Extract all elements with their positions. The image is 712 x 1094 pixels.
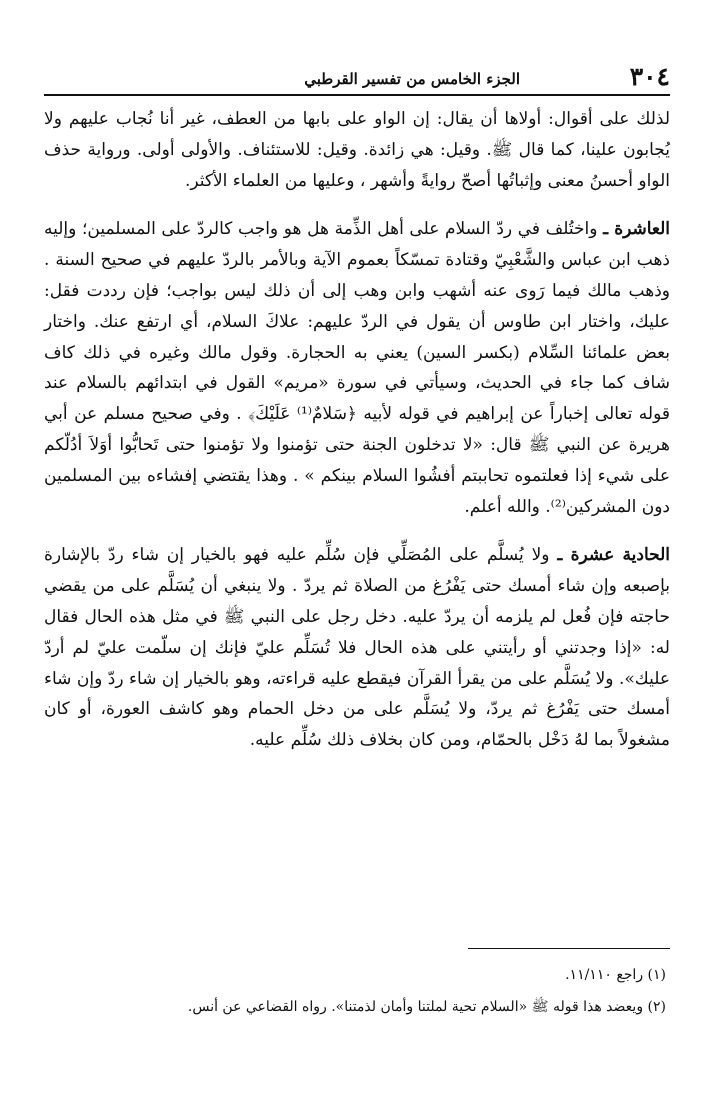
- page-number: ٣٠٤: [629, 62, 670, 91]
- section-lead-tenth: العاشرة ـ: [603, 219, 671, 240]
- paragraph-eleventh-text: ولا يُسلَّم على المُصَلِّي فإن سُلِّم عليه فهو بالخيار إن شاء ردّ بالإشارة بإصبعه وإن شاء أمسك حتى يَفْرُغ من الصلاة ثم يردّ . ولا ينبغي أن يُسَلَّم على من يقضي حاجته فإن فُعل لم يلزمه أن يردّ عليه. دخل رجل على النبي ﷺ في مثل هذه الحال فقال له: «إذا وجدتني أو رأيتني على هذه الحال فلا تُسَلِّم عليّ فإنك إن سلّمت عليّ لم أردّ عليك». ولا يُسَلَّم على من يقرأ القرآن فيقطع عليه قراءته، وهو بالخيار إن شاء ردّ وإن شاء أمسك حتى يَفْرُغ ثم يردّ، ولا يُسَلَّم على من دخل الحمام وهو كاشف العورة، أو كان مشغولاً بما لهُ دَخْل بالحمّام، ومن كان بخلاف ذلك سُلِّم عليه.: [44, 545, 670, 751]
- footnote-1: (١) راجع ١١/١١٠.: [565, 967, 666, 983]
- footnote-rule: [468, 948, 670, 949]
- paragraph-tenth: [44, 214, 670, 522]
- header-rule: [44, 94, 670, 96]
- footnote-2: (٢) ويعضد هذا قوله ﷺ «السلام تحية لملتنا وأمان لذمتنا». رواه القضاعي عن أنس.: [187, 999, 666, 1015]
- section-lead-eleventh: الحادية عشرة ـ: [557, 545, 671, 566]
- body-text: [44, 104, 670, 756]
- running-title: الجزء الخامس من تفسير القرطبي: [304, 70, 520, 88]
- paragraph-eleventh: [44, 540, 670, 756]
- paragraph-1: لذلك على أقوال: أولاها أن يقال: إن الواو على بابها من العطف، غير أنا نُجاب عليهم ولا يُجابون علينا، كما قال ﷺ. وقيل: هي زائدة. وقيل: للاستئناف. والأولى أولى. ورواية حذف الواو أحسنُ معنى وإثباتُها أصحّ روايةً وأشهر ، وعليها من العلماء الأكثر.: [44, 109, 670, 191]
- paragraph-tenth-text: واختُلف في ردّ السلام على أهل الذِّمة هل هو واجب كالردّ على المسلمين؛ وإليه ذهب ابن عباس والشَّعْبِيّ وقتادة تمسّكاً بعموم الآية وبالأمر بالردّ عليهم في صحيح السنة . وذهب مالك فيما رَوى عنه أشهب وابن وهب إلى أن ذلك ليس بواجب؛ فإن رددت فقل: عليك، واختار ابن طاوس أن يقول في الردّ عليهم: علاكَ السلام، أي ارتفع عنك. واختار بعض علمائنا السِّلام (بكسر السين) يعني به الحجارة. وقول مالك وغيره في ذلك كاف شاف كما جاء في الحديث، وسيأتي في سورة «مريم» القول في ابتدائهم بالسلام عند قوله تعالى إخباراً عن إبراهيم في قوله لأبيه ﴿سَلامٌ⁽¹⁾ عَلَيْكَ﴾ . وفي صحيح مسلم عن أبي هريرة عن النبي ﷺ قال: «لا تدخلون الجنة حتى تؤمنوا ولا تؤمنوا حتى تَحابُّوا أوَلاَ أدُلّكم على شيء إذا فعلتموه تحاببتم أفشُوا السلام بينكم » . وهذا يقتضي إفشاءه بين المسلمين دون المشركين⁽²⁾. والله أعلم.: [44, 219, 670, 517]
- page-header: [44, 62, 670, 96]
